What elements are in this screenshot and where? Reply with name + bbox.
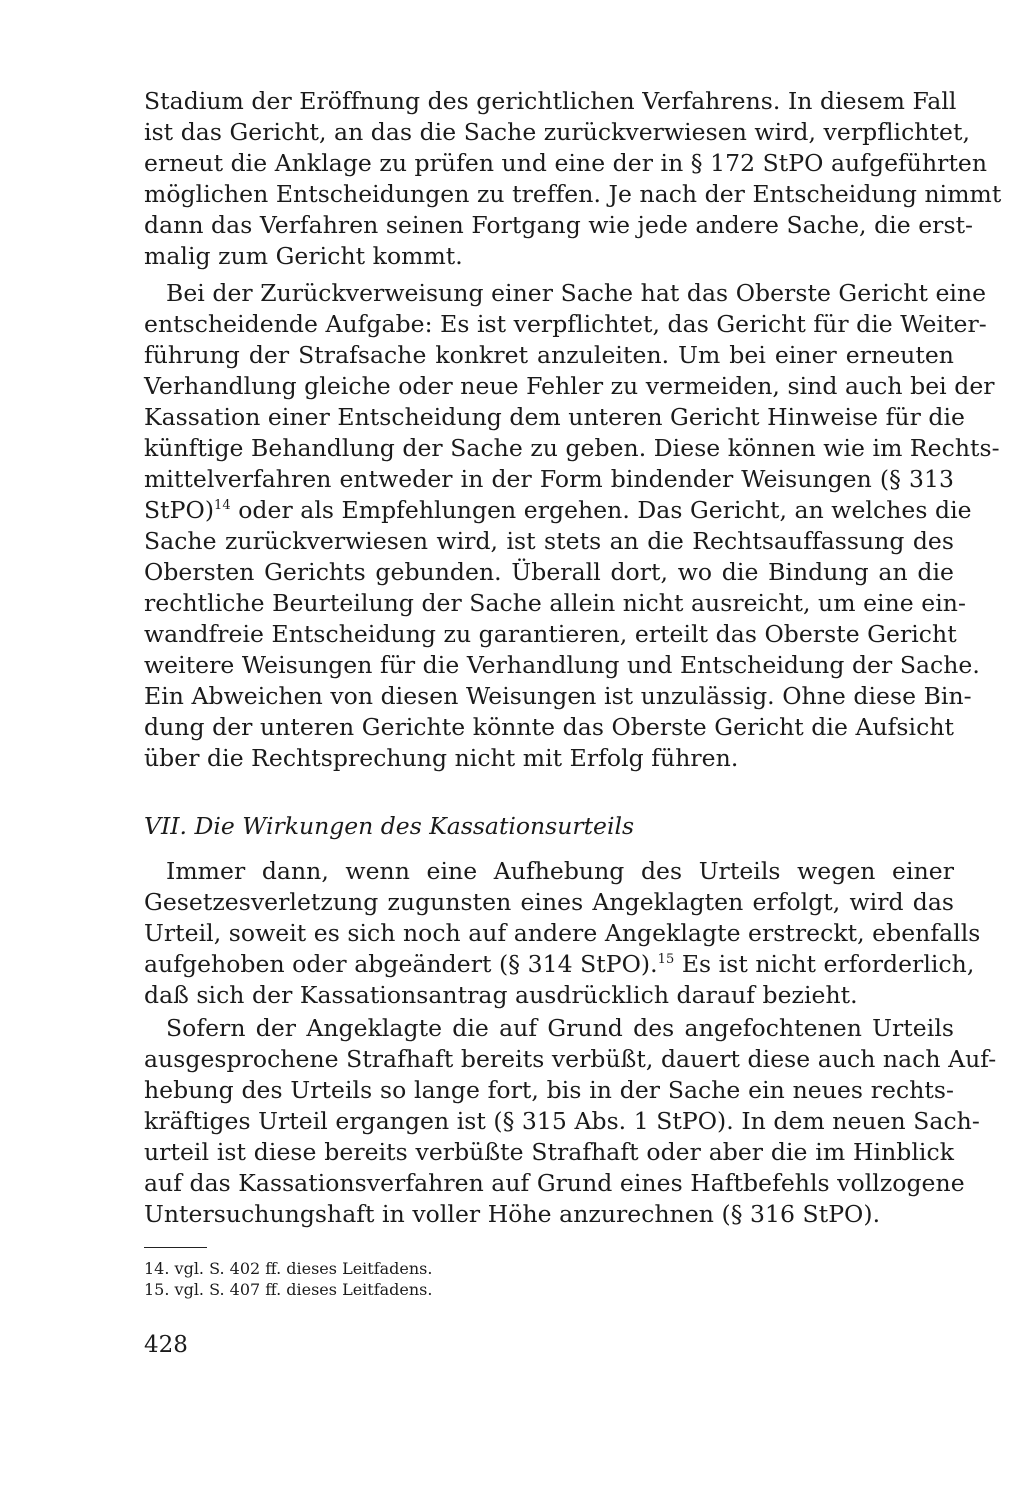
text-line: dann das Verfahren seinen Fortgang wie jede andere Sache, die erst- <box>144 211 974 239</box>
text-line: Stadium der Eröffnung des gerichtlichen Verfahrens. In diesem Fall <box>144 87 957 115</box>
footnote-ref-15: 15 <box>657 952 675 967</box>
text-line: mittelverfahren entweder in der Form bindender Weisungen (§ 313 <box>144 465 954 493</box>
footnote-14: 14. vgl. S. 402 ff. dieses Leitfadens. <box>144 1259 433 1278</box>
footnote-15: 15. vgl. S. 407 ff. dieses Leitfadens. <box>144 1280 433 1299</box>
paragraph-3 <box>144 856 981 1011</box>
text-segment: StPO) <box>144 496 215 524</box>
text-line: Untersuchungshaft in voller Höhe anzurechnen (§ 316 StPO). <box>144 1200 881 1228</box>
text-line: Obersten Gerichts gebunden. Überall dort, wo die Bindung an die <box>144 558 954 586</box>
text-line-with-footnote <box>144 949 975 980</box>
text-line: weitere Weisungen für die Verhandlung und Entscheidung der Sache. <box>144 651 980 679</box>
text-line: urteil ist diese bereits verbüßte Strafhaft oder aber die im Hinblick <box>144 1138 954 1166</box>
text-line: Kassation einer Entscheidung dem unteren Gericht Hinweise für die <box>144 403 965 431</box>
text-line: führung der Strafsache konkret anzuleiten. Um bei einer erneuten <box>144 341 954 369</box>
text-line: möglichen Entscheidungen zu treffen. Je nach der Entscheidung nimmt <box>144 180 1002 208</box>
text-line-with-footnote <box>144 495 972 526</box>
text-line: auf das Kassationsverfahren auf Grund eines Haftbefehls vollzogene <box>144 1169 965 1197</box>
text-segment: aufgehoben oder abgeändert (§ 314 StPO). <box>144 950 658 978</box>
text-line: hebung des Urteils so lange fort, bis in der Sache ein neues rechts- <box>144 1076 954 1104</box>
text-line: kräftiges Urteil ergangen ist (§ 315 Abs. 1 StPO). In dem neuen Sach- <box>144 1107 980 1135</box>
paragraph-2 <box>144 278 1000 774</box>
text-line: Immer dann, wenn eine Aufhebung des Urteils wegen einer <box>166 857 954 885</box>
text-line: ist das Gericht, an das die Sache zurückverwiesen wird, verpflichtet, <box>144 118 970 146</box>
text-line: entscheidende Aufgabe: Es ist verpflichtet, das Gericht für die Weiter- <box>144 310 987 338</box>
text-line: dung der unteren Gerichte könnte das Oberste Gericht die Aufsicht <box>144 713 954 741</box>
text-line: Bei der Zurückverweisung einer Sache hat das Oberste Gericht eine <box>166 279 987 307</box>
text-line: wandfreie Entscheidung zu garantieren, erteilt das Oberste Gericht <box>144 620 957 648</box>
section-heading: VII. Die Wirkungen des Kassationsurteils <box>144 812 635 840</box>
text-line: rechtliche Beurteilung der Sache allein nicht ausreicht, um eine ein- <box>144 589 966 617</box>
paragraph-4 <box>144 1013 997 1230</box>
text-line: Ein Abweichen von diesen Weisungen ist unzulässig. Ohne diese Bin- <box>144 682 972 710</box>
text-line: daß sich der Kassationsantrag ausdrücklich darauf bezieht. <box>144 981 858 1009</box>
text-line: Gesetzesverletzung zugunsten eines Angeklagten erfolgt, wird das <box>144 888 954 916</box>
text-line: Verhandlung gleiche oder neue Fehler zu vermeiden, sind auch bei der <box>144 372 995 400</box>
page-number: 428 <box>144 1332 188 1358</box>
text-line: ausgesprochene Strafhaft bereits verbüßt, dauert diese auch nach Auf- <box>144 1045 997 1073</box>
paragraph-1 <box>144 86 1002 272</box>
text-line: über die Rechtsprechung nicht mit Erfolg führen. <box>144 744 739 772</box>
text-line: Sofern der Angeklagte die auf Grund des angefochtenen Urteils <box>166 1014 954 1042</box>
text-segment: oder als Empfehlungen ergehen. Das Gericht, an welches die <box>230 496 972 524</box>
text-line: erneut die Anklage zu prüfen und eine der in § 172 StPO aufgeführten <box>144 149 988 177</box>
text-line: Sache zurückverwiesen wird, ist stets an die Rechtsauffassung des <box>144 527 954 555</box>
footnote-ref-14: 14 <box>214 498 231 513</box>
footnotes <box>144 1258 432 1300</box>
text-line: Urteil, soweit es sich noch auf andere Angeklagte erstreckt, ebenfalls <box>144 919 981 947</box>
text-segment: Es ist nicht erforderlich, <box>674 950 975 978</box>
text-line: malig zum Gericht kommt. <box>144 242 463 270</box>
text-line: künftige Behandlung der Sache zu geben. Diese können wie im Rechts- <box>144 434 1000 462</box>
footnote-divider <box>144 1247 207 1248</box>
